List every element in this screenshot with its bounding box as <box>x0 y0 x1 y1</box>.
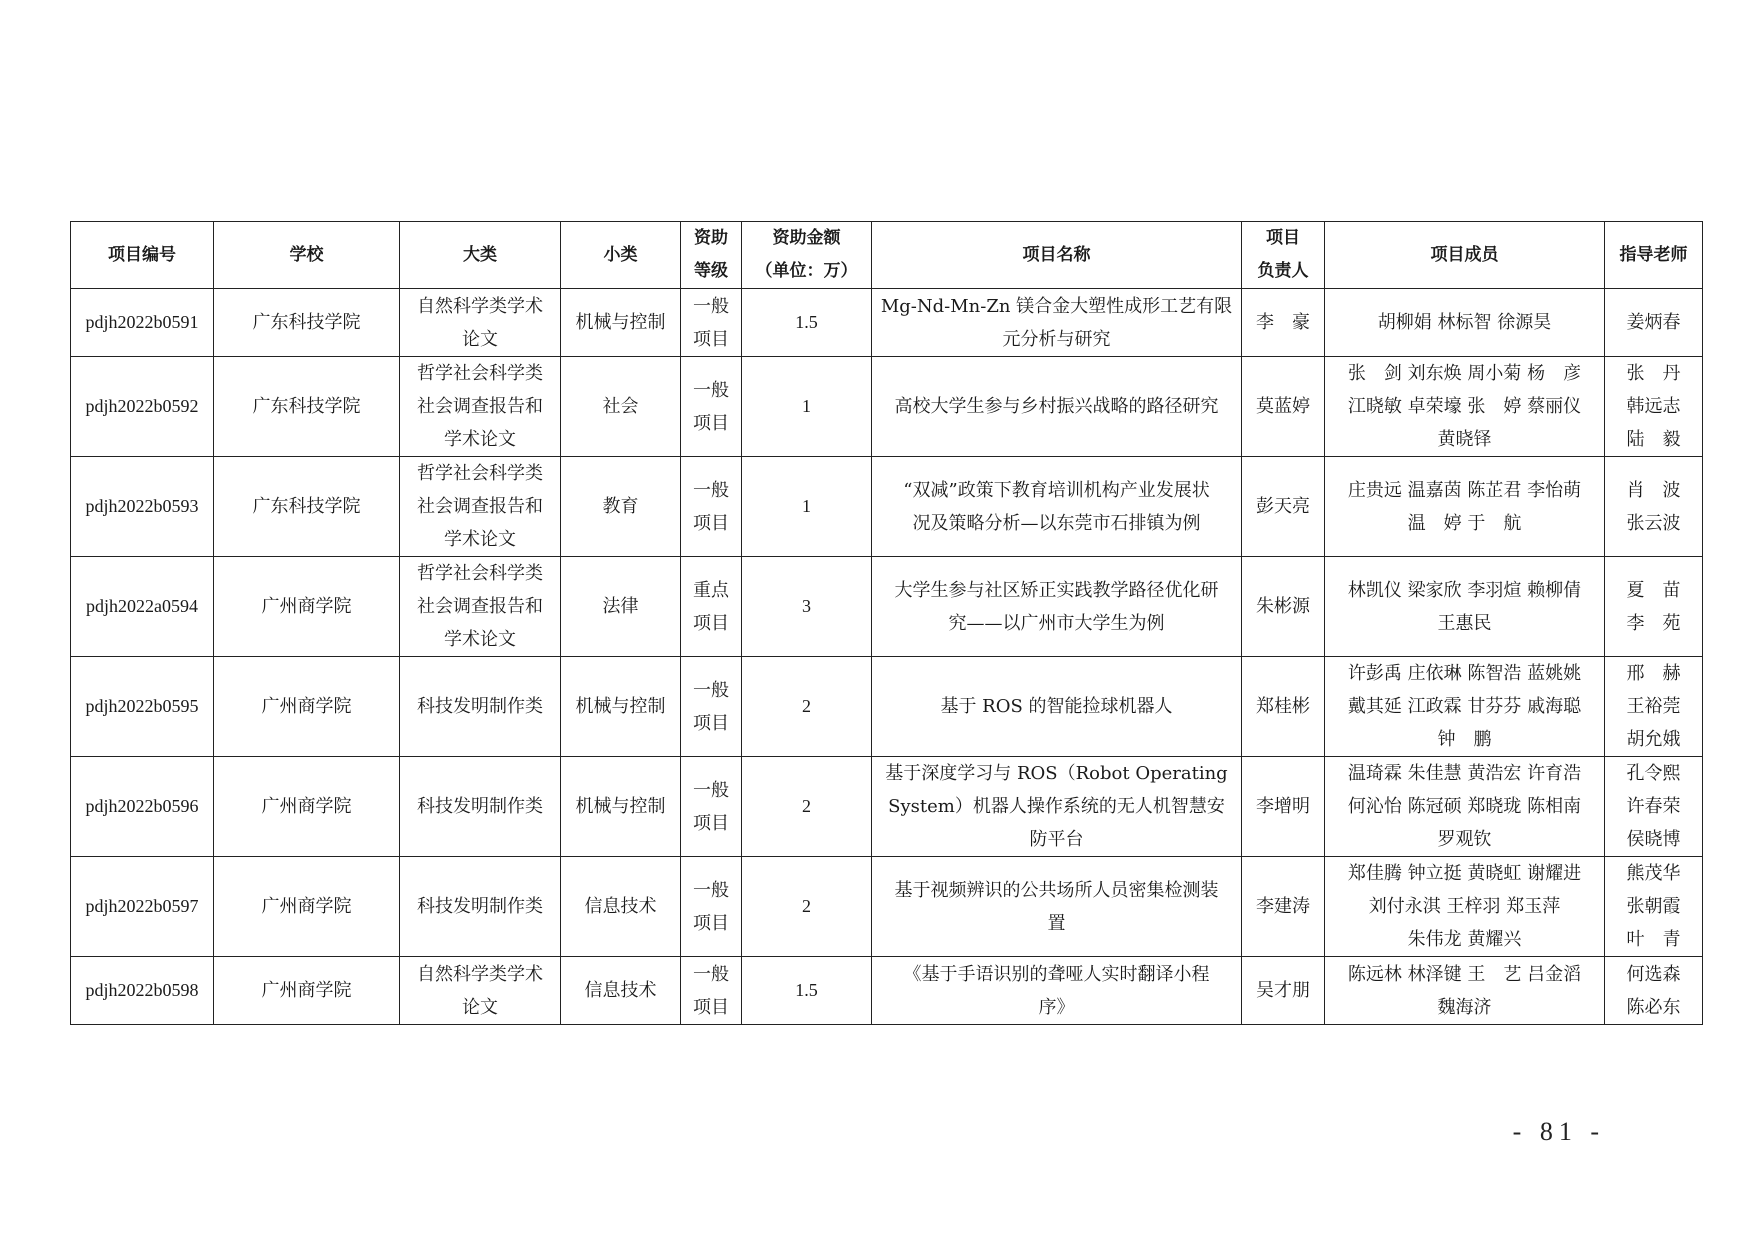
cell-funding-amount: 1.5 <box>742 957 872 1025</box>
table-row <box>71 957 1703 1025</box>
header-project-id: 项目编号 <box>71 222 214 289</box>
cell-funding-level: 一般 项目 <box>681 857 742 957</box>
cell-project-id: pdjh2022b0595 <box>71 657 214 757</box>
cell-project-members: 陈远林 林泽键 王 艺 吕金滔 魏海济 <box>1325 957 1605 1025</box>
cell-project-name: 大学生参与社区矫正实践教学路径优化研 究——以广州市大学生为例 <box>872 557 1242 657</box>
cell-funding-level: 重点 项目 <box>681 557 742 657</box>
cell-category: 哲学社会科学类 社会调查报告和 学术论文 <box>400 457 561 557</box>
header-project-name: 项目名称 <box>872 222 1242 289</box>
cell-subcategory: 信息技术 <box>561 957 681 1025</box>
cell-subcategory: 机械与控制 <box>561 289 681 357</box>
cell-funding-level: 一般 项目 <box>681 757 742 857</box>
cell-subcategory: 信息技术 <box>561 857 681 957</box>
cell-category: 自然科学类学术 论文 <box>400 957 561 1025</box>
cell-category: 科技发明制作类 <box>400 657 561 757</box>
cell-project-name: Mg-Nd-Mn-Zn 镁合金大塑性成形工艺有限 元分析与研究 <box>872 289 1242 357</box>
cell-funding-amount: 1.5 <box>742 289 872 357</box>
cell-category: 哲学社会科学类 社会调查报告和 学术论文 <box>400 357 561 457</box>
cell-project-members: 林凯仪 梁家欣 李羽煊 赖柳倩 王惠民 <box>1325 557 1605 657</box>
cell-project-name: 《基于手语识别的聋哑人实时翻译小程 序》 <box>872 957 1242 1025</box>
cell-funding-amount: 1 <box>742 357 872 457</box>
cell-category: 自然科学类学术 论文 <box>400 289 561 357</box>
cell-project-id: pdjh2022b0598 <box>71 957 214 1025</box>
table-header-row <box>71 222 1703 289</box>
cell-subcategory: 机械与控制 <box>561 657 681 757</box>
cell-project-leader: 李 豪 <box>1242 289 1325 357</box>
cell-advisor: 何选森 陈必东 <box>1605 957 1703 1025</box>
cell-advisor: 邢 赫 王裕莞 胡允娥 <box>1605 657 1703 757</box>
cell-funding-amount: 2 <box>742 857 872 957</box>
cell-project-members: 庄贵远 温嘉茵 陈芷君 李怡萌 温 婷 于 航 <box>1325 457 1605 557</box>
cell-school: 广州商学院 <box>214 857 400 957</box>
cell-project-name: 基于视频辨识的公共场所人员密集检测装 置 <box>872 857 1242 957</box>
table-row <box>71 657 1703 757</box>
cell-project-leader: 朱彬源 <box>1242 557 1325 657</box>
header-funding-amount: 资助金额 （单位：万） <box>742 222 872 289</box>
table-body <box>71 289 1703 1025</box>
cell-funding-amount: 1 <box>742 457 872 557</box>
cell-subcategory: 法律 <box>561 557 681 657</box>
header-subcategory: 小类 <box>561 222 681 289</box>
cell-subcategory: 教育 <box>561 457 681 557</box>
cell-school: 广东科技学院 <box>214 457 400 557</box>
cell-funding-level: 一般 项目 <box>681 657 742 757</box>
table-row <box>71 289 1703 357</box>
project-funding-table <box>70 221 1703 1025</box>
cell-school: 广东科技学院 <box>214 289 400 357</box>
cell-advisor: 张 丹 韩远志 陆 毅 <box>1605 357 1703 457</box>
cell-advisor: 肖 波 张云波 <box>1605 457 1703 557</box>
cell-school: 广州商学院 <box>214 757 400 857</box>
page-number: - 81 - <box>1512 1117 1605 1146</box>
cell-project-leader: 吴才朋 <box>1242 957 1325 1025</box>
cell-project-name: 高校大学生参与乡村振兴战略的路径研究 <box>872 357 1242 457</box>
cell-project-leader: 李建涛 <box>1242 857 1325 957</box>
cell-project-id: pdjh2022b0593 <box>71 457 214 557</box>
cell-project-leader: 莫蓝婷 <box>1242 357 1325 457</box>
cell-project-members: 温琦霖 朱佳慧 黄浩宏 许育浩 何沁怡 陈冠硕 郑晓珑 陈相南 罗观钦 <box>1325 757 1605 857</box>
header-project-members: 项目成员 <box>1325 222 1605 289</box>
cell-category: 科技发明制作类 <box>400 757 561 857</box>
cell-advisor: 熊茂华 张朝霞 叶 青 <box>1605 857 1703 957</box>
cell-project-leader: 郑桂彬 <box>1242 657 1325 757</box>
cell-project-id: pdjh2022a0594 <box>71 557 214 657</box>
cell-project-members: 张 剑 刘东焕 周小菊 杨 彦 江晓敏 卓荣壕 张 婷 蔡丽仪 黄晓铎 <box>1325 357 1605 457</box>
cell-school: 广东科技学院 <box>214 357 400 457</box>
cell-funding-level: 一般 项目 <box>681 289 742 357</box>
cell-funding-level: 一般 项目 <box>681 357 742 457</box>
cell-advisor: 夏 苗 李 苑 <box>1605 557 1703 657</box>
cell-funding-amount: 2 <box>742 657 872 757</box>
cell-school: 广州商学院 <box>214 657 400 757</box>
cell-project-leader: 李增明 <box>1242 757 1325 857</box>
cell-advisor: 姜炳春 <box>1605 289 1703 357</box>
cell-project-members: 许彭禹 庄依琳 陈智浩 蓝姚姚 戴其延 江政霖 甘芬芬 戚海聪 钟 鹏 <box>1325 657 1605 757</box>
cell-category: 科技发明制作类 <box>400 857 561 957</box>
cell-category: 哲学社会科学类 社会调查报告和 学术论文 <box>400 557 561 657</box>
cell-school: 广州商学院 <box>214 957 400 1025</box>
table-row <box>71 557 1703 657</box>
cell-project-id: pdjh2022b0592 <box>71 357 214 457</box>
cell-project-name: “双减”政策下教育培训机构产业发展状 况及策略分析—以东莞市石排镇为例 <box>872 457 1242 557</box>
cell-project-id: pdjh2022b0591 <box>71 289 214 357</box>
cell-project-id: pdjh2022b0596 <box>71 757 214 857</box>
cell-project-members: 胡柳娟 林标智 徐源昊 <box>1325 289 1605 357</box>
cell-project-members: 郑佳腾 钟立挺 黄晓虹 谢耀进 刘付永淇 王梓羽 郑玉萍 朱伟龙 黄耀兴 <box>1325 857 1605 957</box>
cell-project-id: pdjh2022b0597 <box>71 857 214 957</box>
header-funding-level: 资助 等级 <box>681 222 742 289</box>
cell-project-name: 基于 ROS 的智能捡球机器人 <box>872 657 1242 757</box>
cell-project-name: 基于深度学习与 ROS（Robot Operating System）机器人操作系统的无人机智慧安 防平台 <box>872 757 1242 857</box>
cell-funding-level: 一般 项目 <box>681 957 742 1025</box>
cell-funding-amount: 2 <box>742 757 872 857</box>
cell-project-leader: 彭天亮 <box>1242 457 1325 557</box>
table-row <box>71 857 1703 957</box>
cell-funding-amount: 3 <box>742 557 872 657</box>
table-row <box>71 457 1703 557</box>
cell-funding-level: 一般 项目 <box>681 457 742 557</box>
cell-school: 广州商学院 <box>214 557 400 657</box>
table-row <box>71 757 1703 857</box>
table-row <box>71 357 1703 457</box>
cell-advisor: 孔令熙 许春荣 侯晓博 <box>1605 757 1703 857</box>
cell-subcategory: 社会 <box>561 357 681 457</box>
header-project-leader: 项目 负责人 <box>1242 222 1325 289</box>
header-school: 学校 <box>214 222 400 289</box>
cell-subcategory: 机械与控制 <box>561 757 681 857</box>
header-category: 大类 <box>400 222 561 289</box>
header-advisor: 指导老师 <box>1605 222 1703 289</box>
